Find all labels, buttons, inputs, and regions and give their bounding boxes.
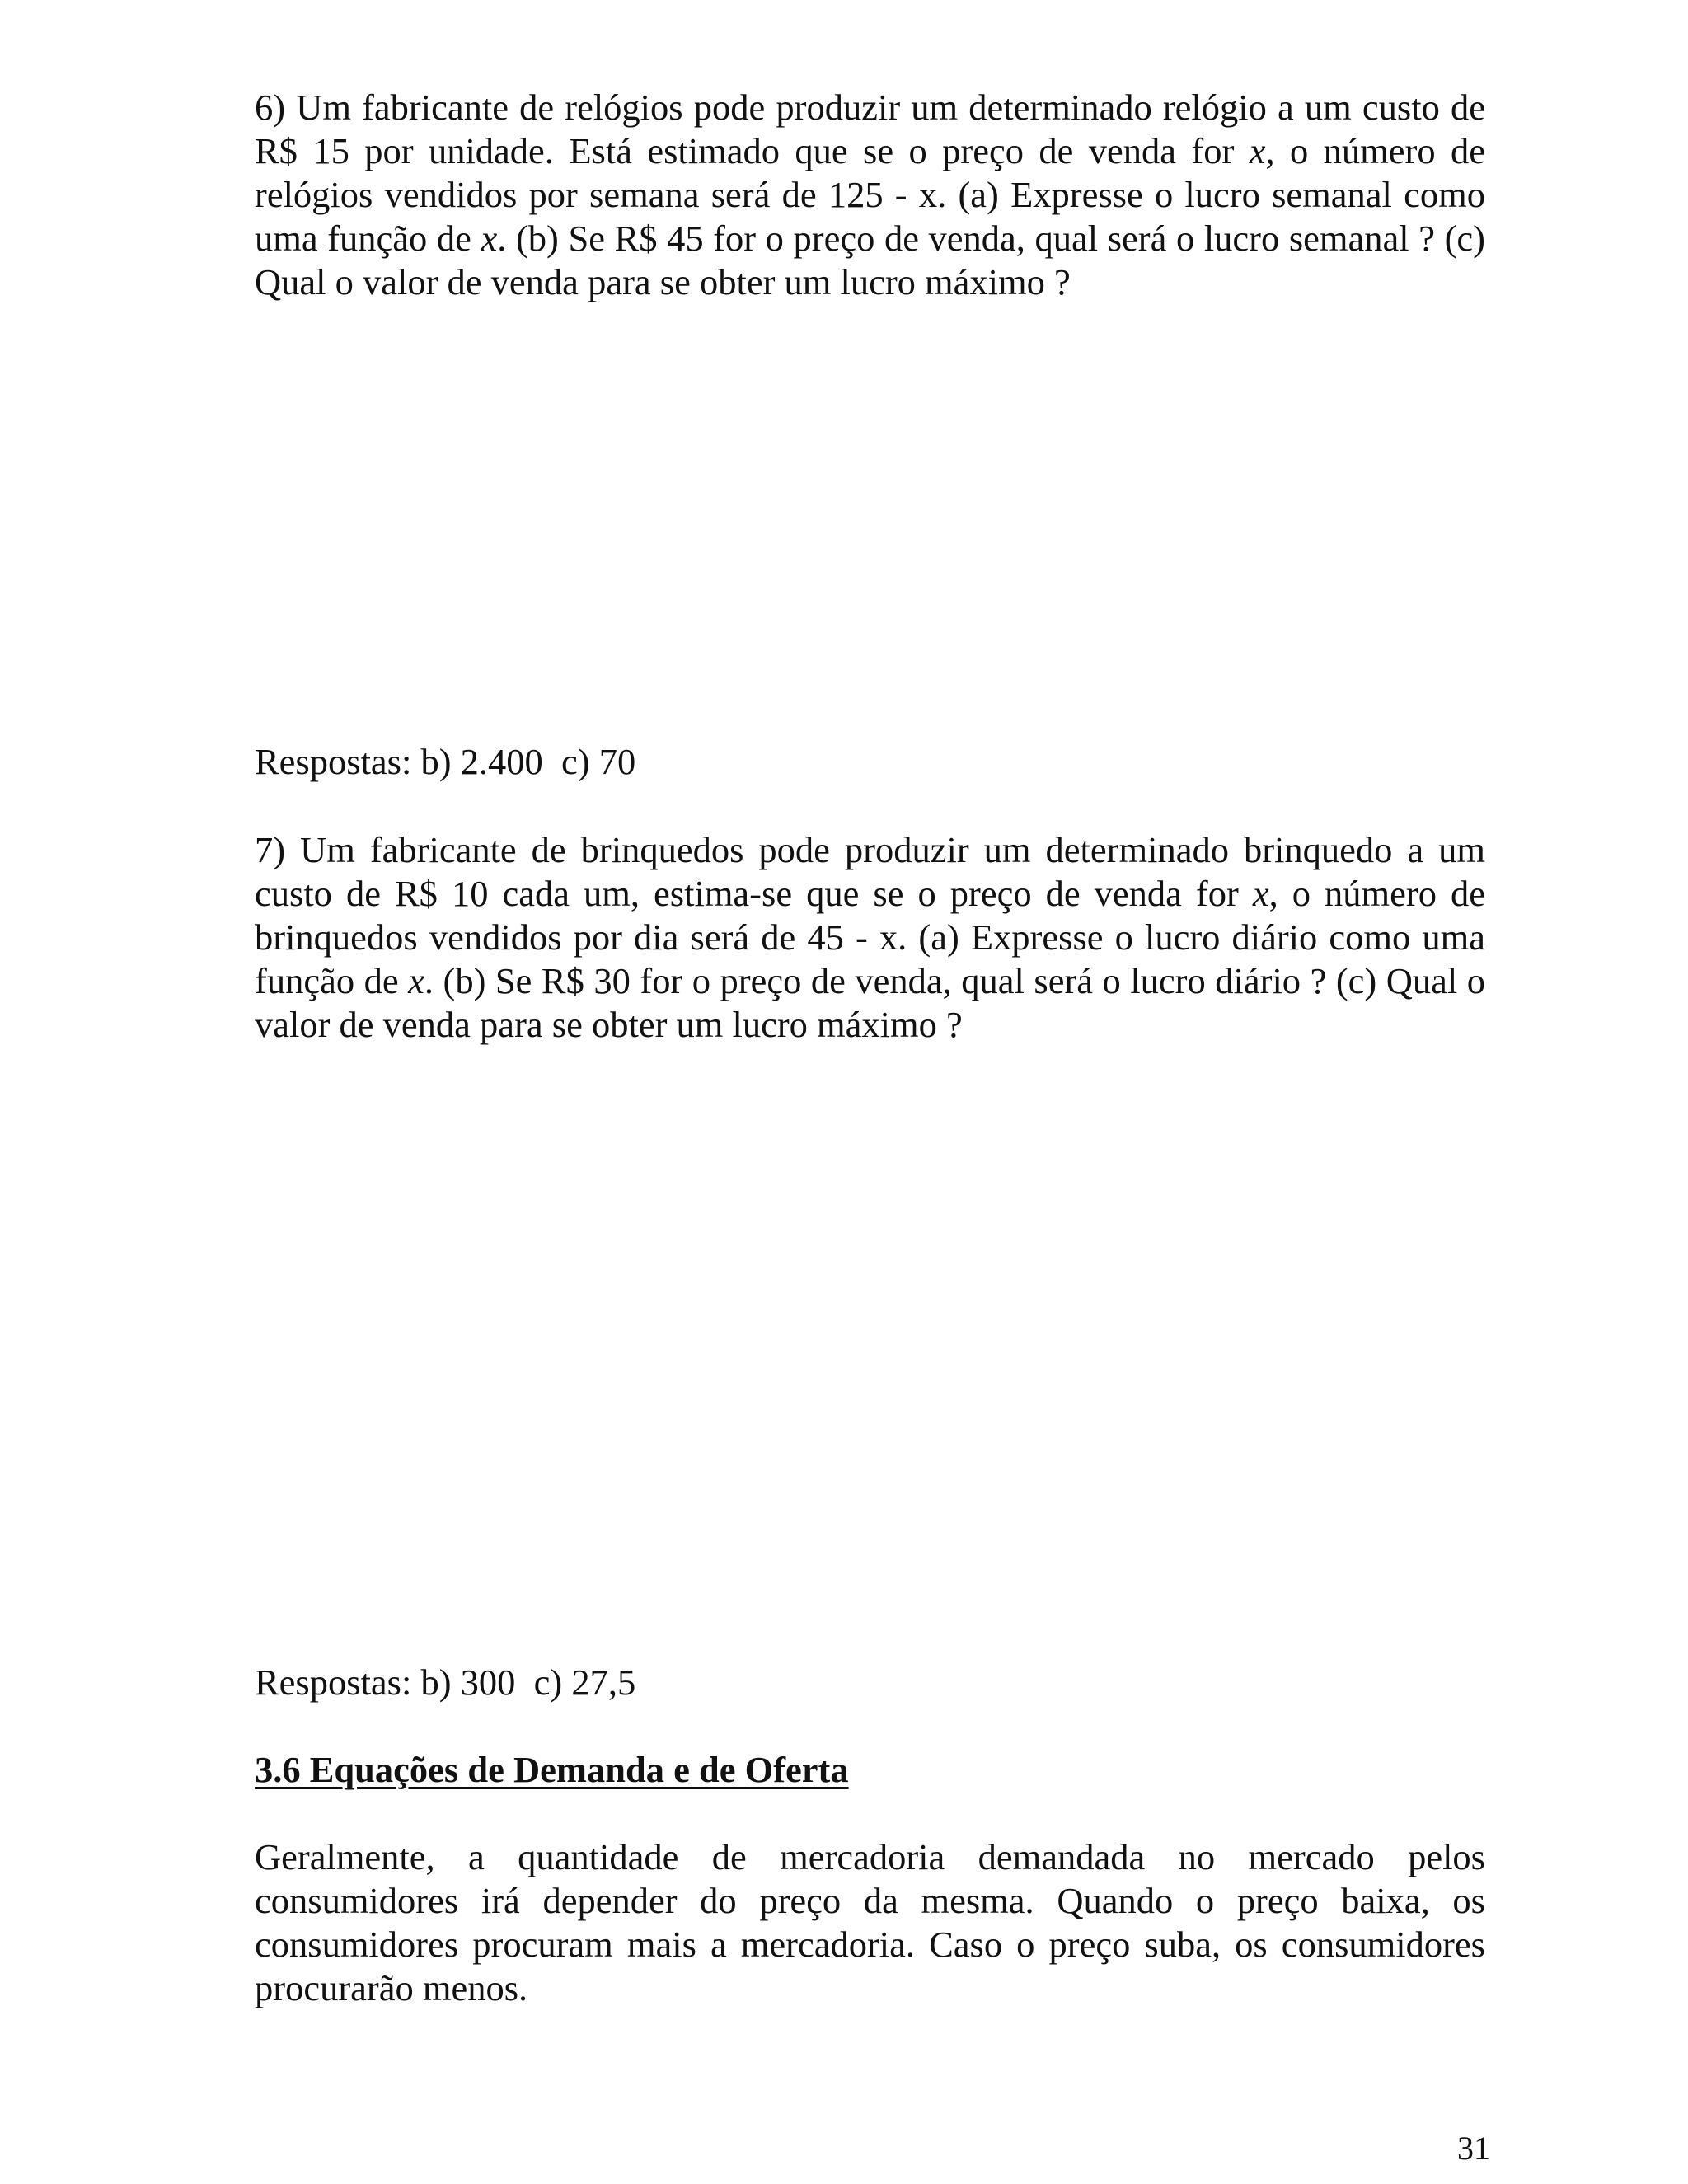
- exercise-6-text: 6) Um fabricante de relógios pode produzir um determinado relógio a um custo de R$ 15 por unidade. Está estimado que se o preço de venda for x, o número de relógios vendidos por semana será de 125 - x. (a) Expresse o lucro semanal como uma função de x. (b) Se R$ 45 for o preço de venda, qual será o lucro semanal ? (c) Qual o valor de venda para se obter um lucro máximo ?: [255, 87, 1485, 302]
- exercise-7-answers: Respostas: b) 300 c) 27,5: [255, 1661, 636, 1703]
- math-variable-x: x: [1249, 130, 1266, 171]
- math-variable-x: x: [1252, 873, 1269, 914]
- section-paragraph: Geralmente, a quantidade de mercadoria demandada no mercado pelos consumidores irá depender do preço da mesma. Quando o preço baixa, os consumidores procuram mais a mercadoria. Caso o preço suba, os consumidores procurarão menos.: [255, 1836, 1485, 2008]
- exercise-7-text: 7) Um fabricante de brinquedos pode produzir um determinado brinquedo a um custo de R$ 10 cada um, estima-se que se o preço de venda for x, o número de brinquedos vendidos por dia será de 45 - x. (a) Expresse o lucro diário como uma função de x. (b) Se R$ 30 for o preço de venda, qual será o lucro diário ? (c) Qual o valor de venda para se obter um lucro máximo ?: [255, 829, 1485, 1045]
- page-number: 31: [1457, 2130, 1490, 2167]
- section-heading: 3.6 Equações de Demanda e de Oferta: [255, 1749, 849, 1790]
- exercise-7-answers-block: [255, 1661, 1485, 1704]
- exercise-6: [255, 86, 1485, 304]
- math-variable-x: x: [481, 218, 498, 259]
- section-heading-block: [255, 1748, 1485, 1792]
- exercise-7: [255, 828, 1485, 1047]
- exercise-6-answers: Respostas: b) 2.400 c) 70: [255, 741, 636, 782]
- section-body: [255, 1835, 1485, 2010]
- math-variable-x: x: [408, 960, 424, 1001]
- exercise-6-answers-block: [255, 740, 1485, 784]
